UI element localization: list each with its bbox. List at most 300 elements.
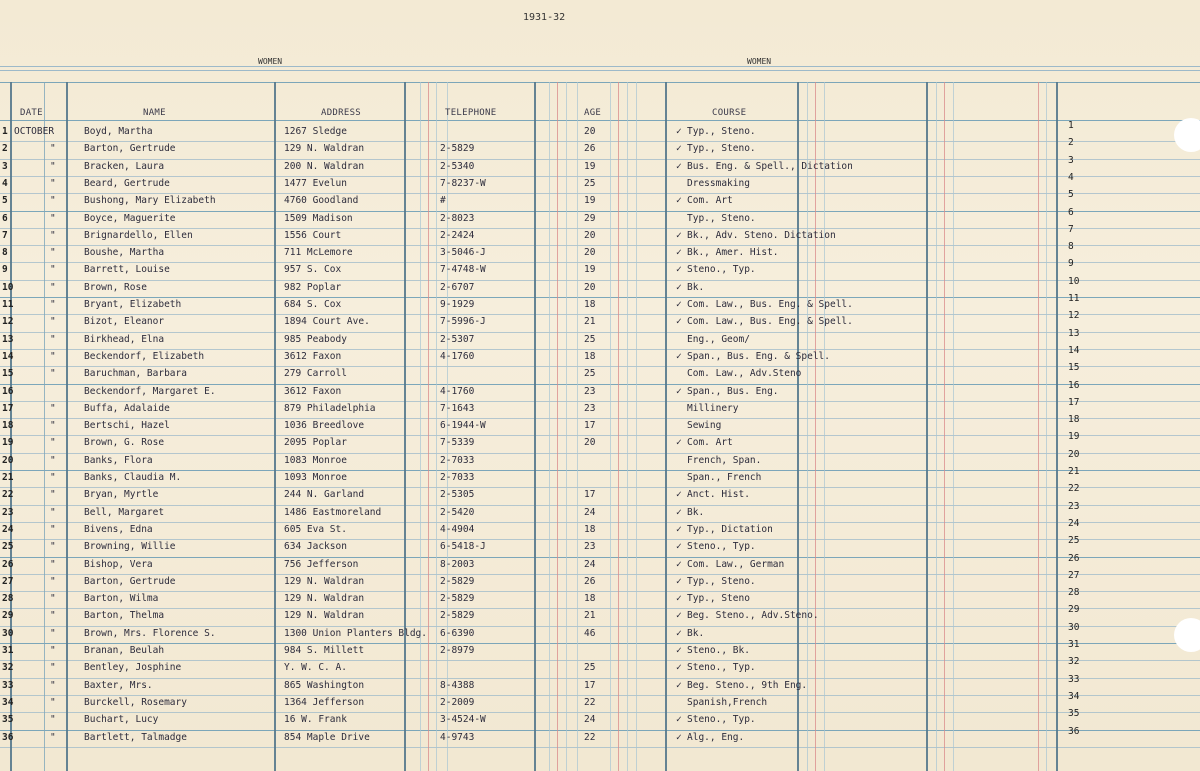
- cell-address: 4760 Goodland: [284, 195, 359, 207]
- cell-date: ": [50, 160, 56, 172]
- cell-date: ": [50, 177, 56, 189]
- cell-age: 25: [584, 333, 596, 345]
- cell-age: 22: [584, 696, 596, 708]
- cell-age: 20: [584, 281, 596, 293]
- check-mark: ✓: [676, 541, 682, 553]
- header-name: NAME: [143, 108, 166, 118]
- row-rule: [0, 608, 1200, 609]
- row-number-right: 14: [1068, 344, 1080, 356]
- cell-age: 26: [584, 575, 596, 587]
- header-age: AGE: [584, 108, 602, 118]
- row-number: 7: [2, 229, 8, 241]
- row-number-right: 36: [1068, 725, 1080, 737]
- row-rule: [0, 557, 1200, 558]
- column-rule: [404, 82, 406, 771]
- cell-age: 18: [584, 593, 596, 605]
- row-number-right: 16: [1068, 379, 1080, 391]
- cell-course: Typ., Steno: [687, 593, 750, 605]
- cell-course: Com. Law., Bus. Eng. & Spell.: [687, 299, 853, 310]
- cell-name: Bryant, Elizabeth: [84, 299, 182, 310]
- row-rule: [0, 643, 1200, 644]
- cell-date: ": [50, 350, 56, 362]
- row-number: 6: [2, 212, 8, 224]
- cell-phone: 2-7033: [440, 472, 475, 483]
- row-rule: [0, 141, 1200, 142]
- check-mark: ✓: [676, 195, 682, 207]
- cell-date: ": [50, 575, 56, 587]
- row-number: 23: [2, 506, 14, 518]
- year-heading: 1931-32: [523, 12, 566, 23]
- row-number-right: 10: [1068, 275, 1080, 287]
- check-mark: ✓: [676, 160, 682, 172]
- cell-name: Boyce, Maguerite: [84, 212, 176, 224]
- check-mark: ✓: [676, 489, 682, 501]
- row-number-right: 6: [1068, 206, 1074, 218]
- cell-name: Bryan, Myrtle: [84, 489, 159, 501]
- row-number: 5: [2, 195, 8, 207]
- check-mark: ✓: [676, 523, 682, 535]
- cell-age: 23: [584, 385, 596, 397]
- cell-phone: 8-4388: [440, 679, 475, 691]
- cell-phone: 2-5829: [440, 143, 475, 155]
- cell-name: Beard, Gertrude: [84, 177, 170, 189]
- cell-age: 25: [584, 662, 596, 674]
- cell-course: Steno., Typ.: [687, 264, 756, 276]
- cell-address: Y. W. C. A.: [284, 662, 347, 674]
- header-date: DATE: [20, 108, 43, 118]
- cell-age: 21: [584, 610, 596, 622]
- cell-name: Barton, Gertrude: [84, 575, 176, 587]
- cell-address: 984 S. Millett: [284, 645, 365, 656]
- cell-address: 756 Jefferson: [284, 558, 359, 570]
- cell-course: Com. Law., Adv.Steno: [687, 368, 802, 380]
- cell-name: Bentley, Josphine: [84, 662, 182, 674]
- cell-course: Steno., Typ.: [687, 714, 756, 726]
- row-number: 31: [2, 645, 14, 656]
- cell-phone: 2-8023: [440, 212, 475, 224]
- cell-date: ": [50, 281, 56, 293]
- cell-name: Brown, G. Rose: [84, 437, 165, 449]
- cell-address: 879 Philadelphia: [284, 402, 376, 414]
- column-rule: [665, 82, 667, 771]
- cell-date: ": [50, 195, 56, 207]
- cell-date: ": [50, 645, 56, 656]
- row-number-right: 29: [1068, 604, 1080, 616]
- row-number: 33: [2, 679, 14, 691]
- row-number: 2: [2, 143, 8, 155]
- cell-name: Brown, Rose: [84, 281, 147, 293]
- cell-course: Bk., Adv. Steno. Dictation: [687, 229, 836, 241]
- cell-name: Branan, Beulah: [84, 645, 165, 656]
- check-mark: ✓: [676, 143, 682, 155]
- column-rule: [577, 82, 578, 771]
- check-mark: ✓: [676, 299, 682, 310]
- cell-date: ": [50, 402, 56, 414]
- row-number-right: 19: [1068, 431, 1080, 443]
- section-label-right: WOMEN: [747, 57, 772, 66]
- cell-phone: 6-5418-J: [440, 541, 486, 553]
- check-mark: ✓: [676, 385, 682, 397]
- row-number-right: 17: [1068, 396, 1080, 408]
- rule-top-2: [0, 70, 1200, 71]
- cell-name: Bishop, Vera: [84, 558, 153, 570]
- header-telephone: TELEPHONE: [445, 108, 497, 118]
- cell-phone: 7-5996-J: [440, 316, 486, 328]
- row-number: 25: [2, 541, 14, 553]
- cell-course: Steno., Typ.: [687, 541, 756, 553]
- cell-course: Dressmaking: [687, 177, 750, 189]
- cell-address: 605 Eva St.: [284, 523, 347, 535]
- cell-age: 20: [584, 247, 596, 259]
- cell-age: 17: [584, 489, 596, 501]
- row-rule: [0, 366, 1200, 367]
- row-number: 35: [2, 714, 14, 726]
- column-rule: [636, 82, 637, 771]
- cell-phone: 3-5046-J: [440, 247, 486, 259]
- check-mark: ✓: [676, 679, 682, 691]
- row-number: 3: [2, 160, 8, 172]
- cell-date: ": [50, 437, 56, 449]
- row-number-right: 13: [1068, 327, 1080, 339]
- row-rule: [0, 418, 1200, 419]
- binder-hole-bottom: [1174, 618, 1200, 652]
- cell-address: 279 Carroll: [284, 368, 347, 380]
- cell-phone: 6-1944-W: [440, 420, 486, 432]
- cell-address: 865 Washington: [284, 679, 365, 691]
- cell-address: 129 N. Waldran: [284, 143, 365, 155]
- cell-course: Com. Law., Bus. Eng. & Spell.: [687, 316, 853, 328]
- cell-course: Typ., Steno.: [687, 143, 756, 155]
- cell-course: Typ., Steno.: [687, 212, 756, 224]
- cell-course: French, Span.: [687, 454, 762, 466]
- cell-name: Bertschi, Hazel: [84, 420, 170, 432]
- row-number: 32: [2, 662, 14, 674]
- cell-date: ": [50, 731, 56, 743]
- cell-date: ": [50, 316, 56, 328]
- cell-date: ": [50, 143, 56, 155]
- column-rule: [428, 82, 429, 771]
- cell-phone: 2-5829: [440, 593, 475, 605]
- check-mark: ✓: [676, 575, 682, 587]
- cell-date: ": [50, 368, 56, 380]
- header-course: COURSE: [712, 108, 747, 118]
- row-rule: [0, 176, 1200, 177]
- row-number: 11: [2, 299, 14, 310]
- column-rule: [807, 82, 808, 771]
- row-number: 15: [2, 368, 14, 380]
- cell-name: Baruchman, Barbara: [84, 368, 187, 380]
- cell-course: Beg. Steno., Adv.Steno.: [687, 610, 819, 622]
- cell-date: ": [50, 454, 56, 466]
- cell-age: 46: [584, 627, 596, 639]
- cell-date: ": [50, 299, 56, 310]
- cell-name: Beckendorf, Elizabeth: [84, 350, 205, 362]
- cell-name: Baxter, Mrs.: [84, 679, 153, 691]
- cell-name: Barrett, Louise: [84, 264, 170, 276]
- cell-address: 634 Jackson: [284, 541, 347, 553]
- row-number-right: 11: [1068, 293, 1080, 304]
- check-mark: ✓: [676, 229, 682, 241]
- cell-date: ": [50, 333, 56, 345]
- row-number: 20: [2, 454, 14, 466]
- cell-date: ": [50, 229, 56, 241]
- row-number: 10: [2, 281, 14, 293]
- cell-name: Bizot, Eleanor: [84, 316, 165, 328]
- cell-name: Boyd, Martha: [84, 126, 153, 137]
- row-number: 36: [2, 731, 14, 743]
- rule-header-bottom: [0, 120, 1200, 121]
- cell-course: Typ., Steno.: [687, 126, 756, 137]
- row-rule: [0, 280, 1200, 281]
- cell-phone: 4-1760: [440, 350, 475, 362]
- cell-address: 2095 Poplar: [284, 437, 347, 449]
- row-number-right: 30: [1068, 621, 1080, 633]
- cell-age: 17: [584, 679, 596, 691]
- cell-phone: 2-5829: [440, 575, 475, 587]
- cell-age: 18: [584, 350, 596, 362]
- row-rule: [0, 505, 1200, 506]
- cell-course: Steno., Bk.: [687, 645, 750, 656]
- column-rule: [557, 82, 558, 771]
- row-number: 21: [2, 472, 14, 483]
- column-rule: [944, 82, 945, 771]
- cell-course: Millinery: [687, 402, 739, 414]
- cell-date: ": [50, 627, 56, 639]
- cell-phone: 2-5829: [440, 610, 475, 622]
- cell-name: Buffa, Adalaide: [84, 402, 170, 414]
- row-number: 30: [2, 627, 14, 639]
- row-number-right: 5: [1068, 189, 1074, 201]
- cell-course: Bus. Eng. & Spell., Dictation: [687, 160, 853, 172]
- column-rule: [815, 82, 816, 771]
- cell-age: 22: [584, 731, 596, 743]
- cell-date: ": [50, 212, 56, 224]
- cell-course: Span., Bus. Eng.: [687, 385, 779, 397]
- row-number-right: 20: [1068, 448, 1080, 460]
- cell-date: ": [50, 489, 56, 501]
- column-rule: [627, 82, 628, 771]
- cell-course: Typ., Steno.: [687, 575, 756, 587]
- cell-address: 1267 Sledge: [284, 126, 347, 137]
- cell-name: Barton, Thelma: [84, 610, 165, 622]
- cell-address: 1083 Monroe: [284, 454, 347, 466]
- cell-address: 1093 Monroe: [284, 472, 347, 483]
- check-mark: ✓: [676, 610, 682, 622]
- cell-course: Spanish,French: [687, 696, 768, 708]
- cell-phone: 2-8979: [440, 645, 475, 656]
- cell-address: 1477 Evelun: [284, 177, 347, 189]
- cell-address: 244 N. Garland: [284, 489, 365, 501]
- cell-course: Anct. Hist.: [687, 489, 750, 501]
- cell-name: Boushe, Martha: [84, 247, 165, 259]
- row-number: 1: [2, 126, 8, 137]
- row-number-right: 15: [1068, 362, 1080, 374]
- cell-name: Bell, Margaret: [84, 506, 165, 518]
- row-number: 29: [2, 610, 14, 622]
- cell-name: Brown, Mrs. Florence S.: [84, 627, 216, 639]
- cell-date: OCTOBER: [14, 126, 55, 137]
- cell-age: 24: [584, 558, 596, 570]
- row-rule: [0, 539, 1200, 540]
- cell-age: 19: [584, 195, 596, 207]
- cell-date: ": [50, 506, 56, 518]
- cell-age: 24: [584, 506, 596, 518]
- row-number: 13: [2, 333, 14, 345]
- cell-name: Bivens, Edna: [84, 523, 153, 535]
- cell-address: 1300 Union Planters Bldg.: [284, 627, 427, 639]
- column-rule: [1046, 82, 1047, 771]
- cell-date: ": [50, 662, 56, 674]
- check-mark: ✓: [676, 264, 682, 276]
- cell-course: Eng., Geom/: [687, 333, 750, 345]
- cell-age: 20: [584, 437, 596, 449]
- row-rule: [0, 349, 1200, 350]
- cell-address: 16 W. Frank: [284, 714, 347, 726]
- cell-name: Buchart, Lucy: [84, 714, 159, 726]
- row-rule: [0, 712, 1200, 713]
- cell-age: 18: [584, 299, 596, 310]
- row-number-right: 1: [1068, 120, 1074, 131]
- row-number: 8: [2, 247, 8, 259]
- cell-phone: 8-2003: [440, 558, 475, 570]
- cell-phone: 2-2424: [440, 229, 475, 241]
- check-mark: ✓: [676, 645, 682, 656]
- cell-phone: 7-4748-W: [440, 264, 486, 276]
- column-rule: [1038, 82, 1039, 771]
- cell-age: 20: [584, 229, 596, 241]
- cell-phone: 9-1929: [440, 299, 475, 310]
- cell-address: 1556 Court: [284, 229, 342, 241]
- cell-age: 24: [584, 714, 596, 726]
- check-mark: ✓: [676, 281, 682, 293]
- column-rule: [953, 82, 954, 771]
- column-rule: [1056, 82, 1058, 771]
- cell-address: 3612 Faxon: [284, 385, 342, 397]
- cell-course: Typ., Dictation: [687, 523, 773, 535]
- cell-date: ": [50, 247, 56, 259]
- row-number-right: 4: [1068, 171, 1074, 183]
- row-number-right: 31: [1068, 639, 1080, 650]
- check-mark: ✓: [676, 506, 682, 518]
- column-rule: [44, 82, 45, 771]
- cell-course: Span., Bus. Eng. & Spell.: [687, 350, 830, 362]
- cell-name: Barton, Wilma: [84, 593, 159, 605]
- column-rule: [420, 82, 421, 771]
- cell-address: 200 N. Waldran: [284, 160, 365, 172]
- check-mark: ✓: [676, 593, 682, 605]
- row-number: 27: [2, 575, 14, 587]
- cell-course: Bk.: [687, 506, 705, 518]
- cell-course: Com. Art: [687, 195, 733, 207]
- column-rule: [610, 82, 611, 771]
- cell-address: 1509 Madison: [284, 212, 353, 224]
- cell-age: 23: [584, 402, 596, 414]
- check-mark: ✓: [676, 662, 682, 674]
- cell-address: 129 N. Waldran: [284, 610, 365, 622]
- cell-age: 26: [584, 143, 596, 155]
- cell-age: 23: [584, 541, 596, 553]
- row-number: 17: [2, 402, 14, 414]
- cell-date: ": [50, 679, 56, 691]
- cell-address: 1486 Eastmoreland: [284, 506, 382, 518]
- column-rule: [824, 82, 825, 771]
- row-rule: [0, 453, 1200, 454]
- row-number-right: 12: [1068, 310, 1080, 322]
- check-mark: ✓: [676, 126, 682, 137]
- cell-date: ": [50, 696, 56, 708]
- cell-address: 1894 Court Ave.: [284, 316, 370, 328]
- cell-date: ": [50, 523, 56, 535]
- column-rule: [926, 82, 928, 771]
- check-mark: ✓: [676, 714, 682, 726]
- check-mark: ✓: [676, 731, 682, 743]
- row-rule: [0, 262, 1200, 263]
- cell-course: Alg., Eng.: [687, 731, 745, 743]
- row-number-right: 18: [1068, 414, 1080, 426]
- cell-phone: 2-7033: [440, 454, 475, 466]
- row-rule: [0, 522, 1200, 523]
- section-label-left: WOMEN: [258, 57, 283, 66]
- row-number: 19: [2, 437, 14, 449]
- column-rule: [566, 82, 567, 771]
- cell-address: 854 Maple Drive: [284, 731, 370, 743]
- row-rule: [0, 678, 1200, 679]
- row-number-right: 9: [1068, 258, 1074, 270]
- row-number-right: 8: [1068, 241, 1074, 253]
- cell-phone: 2-5305: [440, 489, 475, 501]
- row-number-right: 3: [1068, 154, 1074, 166]
- cell-age: 25: [584, 177, 596, 189]
- cell-address: 129 N. Waldran: [284, 575, 365, 587]
- row-number-right: 27: [1068, 569, 1080, 581]
- cell-date: ": [50, 714, 56, 726]
- row-rule: [0, 297, 1200, 298]
- row-rule: [0, 487, 1200, 488]
- cell-course: Steno., Typ.: [687, 662, 756, 674]
- row-number: 28: [2, 593, 14, 605]
- cell-name: Burckell, Rosemary: [84, 696, 187, 708]
- cell-phone: 4-4904: [440, 523, 475, 535]
- cell-course: Com. Art: [687, 437, 733, 449]
- cell-address: 711 McLemore: [284, 247, 353, 259]
- cell-name: Beckendorf, Margaret E.: [84, 385, 216, 397]
- row-rule: [0, 695, 1200, 696]
- cell-age: 21: [584, 316, 596, 328]
- cell-course: Sewing: [687, 420, 722, 432]
- row-number-right: 33: [1068, 673, 1080, 685]
- row-rule: [0, 401, 1200, 402]
- cell-name: Bracken, Laura: [84, 160, 165, 172]
- cell-course: Bk., Amer. Hist.: [687, 247, 779, 259]
- row-rule: [0, 747, 1200, 748]
- row-number: 4: [2, 177, 8, 189]
- cell-course: Com. Law., German: [687, 558, 785, 570]
- cell-phone: 2-6707: [440, 281, 475, 293]
- row-number: 24: [2, 523, 14, 535]
- row-number-right: 2: [1068, 137, 1074, 149]
- column-rule: [66, 82, 68, 771]
- cell-name: Barton, Gertrude: [84, 143, 176, 155]
- column-rule: [534, 82, 536, 771]
- cell-phone: 7-5339: [440, 437, 475, 449]
- cell-age: 25: [584, 368, 596, 380]
- cell-phone: 2-5420: [440, 506, 475, 518]
- column-rule: [274, 82, 276, 771]
- column-rule: [936, 82, 937, 771]
- row-number-right: 7: [1068, 223, 1074, 235]
- row-number-right: 24: [1068, 517, 1080, 529]
- check-mark: ✓: [676, 627, 682, 639]
